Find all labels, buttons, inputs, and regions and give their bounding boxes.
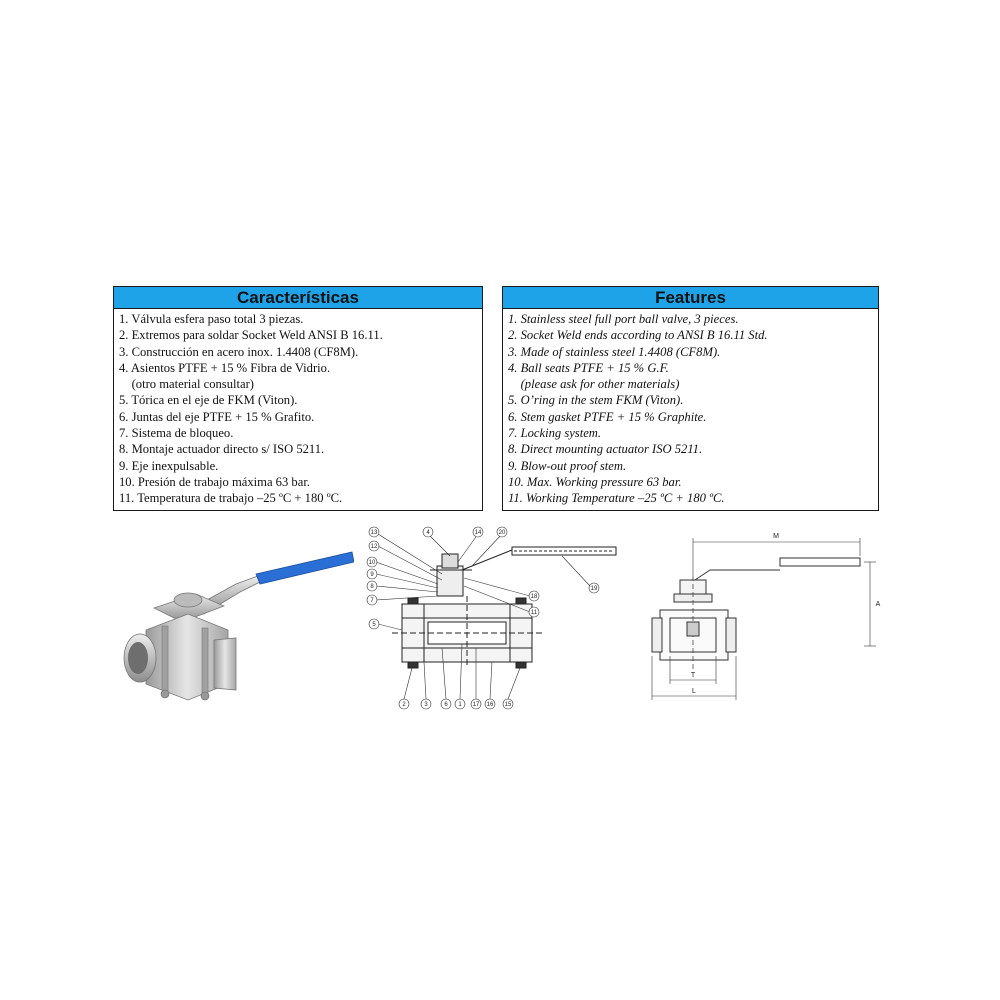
label-10 bbox=[367, 557, 377, 567]
label-3 bbox=[421, 699, 431, 709]
list-item: 1. Stainless steel full port ball valve, 3 pieces. bbox=[508, 312, 739, 326]
caracteristicas-list bbox=[114, 309, 482, 507]
label-15 bbox=[503, 699, 513, 709]
label-7 bbox=[367, 595, 377, 605]
label-18 bbox=[529, 591, 539, 601]
features-title: Features bbox=[503, 287, 878, 309]
caracteristicas-title: Características bbox=[114, 287, 482, 309]
svg-text:8: 8 bbox=[370, 584, 374, 590]
list-item: 5. O’ring in the stem FKM (Viton). bbox=[508, 393, 684, 408]
list-item: 6. Stem gasket PTFE + 15 % Graphite. bbox=[508, 409, 707, 424]
label-5 bbox=[369, 619, 379, 629]
svg-text:10: 10 bbox=[368, 560, 376, 566]
svg-text:18: 18 bbox=[530, 594, 538, 600]
label-4 bbox=[423, 527, 433, 537]
label-6 bbox=[441, 699, 451, 709]
list-item: 11. Working Temperature –25 ºC + 180 ºC. bbox=[508, 491, 725, 506]
list-item: (please ask for other materials) bbox=[508, 377, 680, 392]
list-item: 3. Made of stainless steel 1.4408 (CF8M). bbox=[508, 344, 721, 359]
label-14 bbox=[473, 527, 483, 537]
svg-text:2: 2 bbox=[402, 702, 406, 708]
features-list bbox=[503, 309, 878, 507]
list-item: 1. Válvula esfera paso total 3 piezas. bbox=[119, 312, 304, 326]
svg-text:1: 1 bbox=[458, 702, 462, 708]
list-item: 7. Sistema de bloqueo. bbox=[119, 426, 234, 441]
label-16 bbox=[485, 699, 495, 709]
list-item: 7. Locking system. bbox=[508, 426, 602, 441]
dimension-l: L bbox=[692, 688, 696, 695]
svg-text:20: 20 bbox=[498, 530, 506, 536]
label-12 bbox=[369, 541, 379, 551]
caracteristicas-panel bbox=[113, 286, 483, 511]
list-item: 3. Construcción en acero inox. 1.4408 (CF8M). bbox=[119, 344, 359, 359]
label-20 bbox=[497, 527, 507, 537]
svg-text:13: 13 bbox=[370, 530, 378, 536]
label-11 bbox=[529, 607, 539, 617]
list-item: 8. Montaje actuador directo s/ ISO 5211. bbox=[119, 442, 325, 457]
valve-photo bbox=[118, 548, 354, 710]
dimension-a: A bbox=[875, 601, 881, 608]
svg-text:15: 15 bbox=[504, 702, 512, 708]
label-19 bbox=[589, 583, 599, 593]
exploded-diagram bbox=[362, 526, 622, 716]
svg-text:12: 12 bbox=[370, 544, 378, 550]
svg-text:3: 3 bbox=[424, 702, 428, 708]
svg-text:6: 6 bbox=[444, 702, 448, 708]
dimension-m: M bbox=[773, 533, 779, 540]
label-1 bbox=[455, 699, 465, 709]
label-2 bbox=[399, 699, 409, 709]
list-item: 10. Max. Working pressure 63 bar. bbox=[508, 474, 682, 489]
svg-text:11: 11 bbox=[530, 610, 538, 616]
label-8 bbox=[367, 581, 377, 591]
list-item: 8. Direct mounting actuator ISO 5211. bbox=[508, 442, 703, 457]
svg-text:7: 7 bbox=[370, 598, 374, 604]
svg-text:5: 5 bbox=[372, 622, 376, 628]
svg-text:14: 14 bbox=[474, 530, 482, 536]
svg-text:16: 16 bbox=[486, 702, 494, 708]
list-item: 9. Eje inexpulsable. bbox=[119, 458, 219, 473]
svg-text:19: 19 bbox=[590, 586, 598, 592]
svg-text:17: 17 bbox=[472, 702, 480, 708]
list-item: 2. Socket Weld ends according to ANSI B 16.11 Std. bbox=[508, 328, 768, 343]
list-item: (otro material consultar) bbox=[119, 377, 254, 392]
features-panel bbox=[502, 286, 879, 511]
label-9 bbox=[367, 569, 377, 579]
list-item: 2. Extremos para soldar Socket Weld ANSI B 16.11. bbox=[119, 328, 383, 343]
label-17 bbox=[471, 699, 481, 709]
list-item: 4. Asientos PTFE + 15 % Fibra de Vidrio. bbox=[119, 360, 331, 375]
list-item: 6. Juntas del eje PTFE + 15 % Grafito. bbox=[119, 409, 315, 424]
dimension-diagram bbox=[630, 528, 885, 706]
list-item: 9. Blow-out proof stem. bbox=[508, 458, 627, 473]
svg-text:9: 9 bbox=[370, 572, 374, 578]
list-item: 5. Tórica en el eje de FKM (Viton). bbox=[119, 393, 298, 408]
svg-text:4: 4 bbox=[426, 530, 430, 536]
list-item: 10. Presión de trabajo máxima 63 bar. bbox=[119, 474, 310, 489]
dimension-t: T bbox=[690, 672, 696, 679]
label-13 bbox=[369, 527, 379, 537]
list-item: 4. Ball seats PTFE + 15 % G.F. bbox=[508, 360, 669, 375]
list-item: 11. Temperatura de trabajo –25 ºC + 180 ºC. bbox=[119, 491, 343, 506]
